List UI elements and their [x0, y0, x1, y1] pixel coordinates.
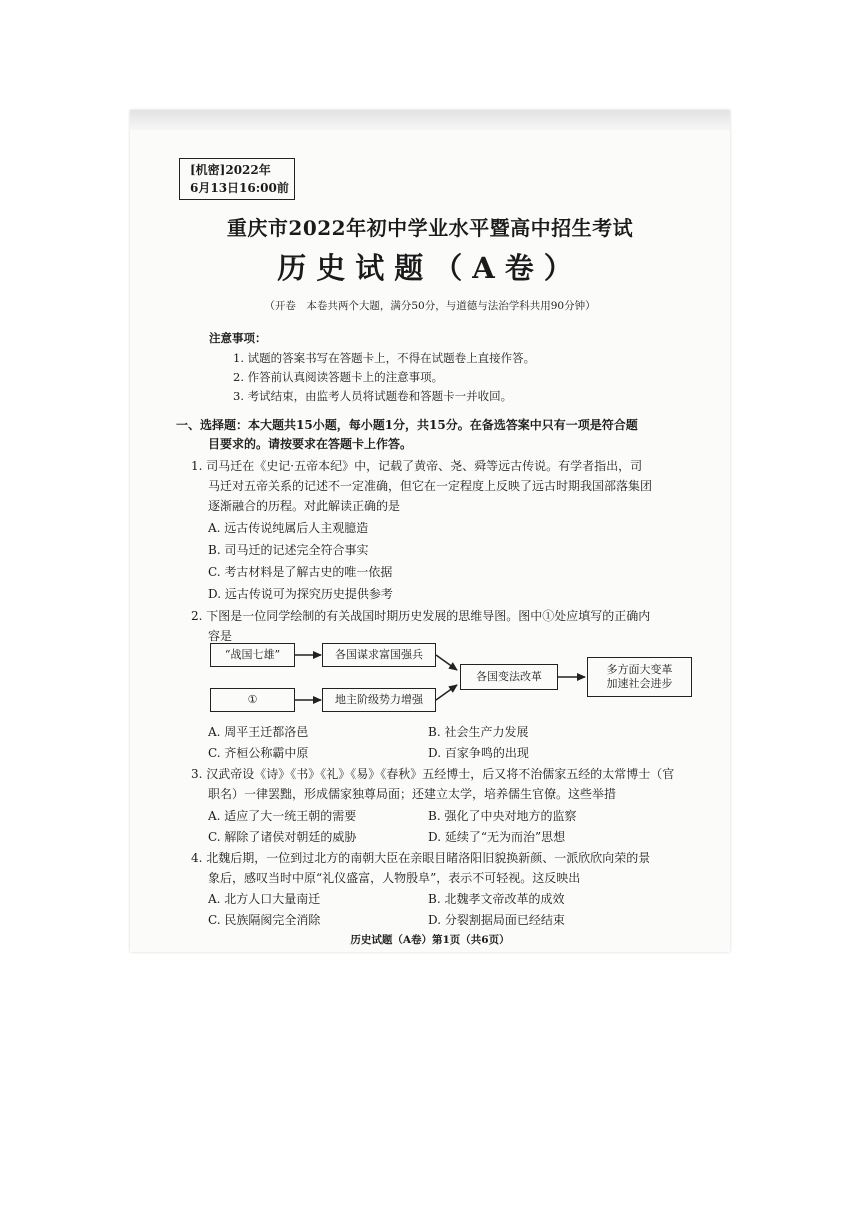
diagram-box-seek-prosperity: 各国谋求富国强兵 — [322, 643, 436, 667]
question-2-line: 2. 下图是一位同学绘制的有关战国时期历史发展的思维导图。图中①处应填写的正确内 — [191, 609, 651, 623]
confidential-line-2: 6月13日16:00前 — [190, 181, 289, 195]
question-1-option: C. 考古材料是了解古史的唯一依据 — [208, 565, 393, 579]
question-1-option: B. 司马迁的记述完全符合事实 — [208, 543, 369, 557]
notice-item: 3. 考试结束，由监考人员将试题卷和答题卡一并收回。 — [233, 389, 513, 403]
question-2-option: D. 百家争鸣的出现 — [428, 746, 529, 760]
notice-heading: 注意事项： — [209, 331, 267, 345]
question-1-option: A. 远古传说纯属后人主观臆造 — [208, 521, 369, 535]
arrow-2-to-5 — [436, 655, 457, 670]
question-2-line: 容是 — [208, 629, 233, 643]
question-3-option: D. 延续了“无为而治”思想 — [428, 830, 566, 844]
question-3-option: A. 适应了大一统王朝的需要 — [208, 809, 357, 823]
diagram-box-warring-states: “战国七雄” — [210, 643, 295, 667]
page-footer: 历史试题（A卷）第1页（共6页） — [350, 934, 510, 946]
question-1-option: D. 远古传说可为探究历史提供参考 — [208, 587, 393, 601]
confidential-line-1: [机密]2022年 — [190, 163, 271, 177]
question-4-option: B. 北魏孝文帝改革的成效 — [428, 892, 565, 906]
question-2-option: A. 周平王迁都洛邑 — [208, 725, 309, 739]
subject-title: 历史试题（A卷） — [277, 251, 583, 285]
diagram-box-line: 多方面大变革 — [606, 663, 673, 676]
question-3-option: B. 强化了中央对地方的监察 — [428, 809, 577, 823]
diagram-box-blank: ① — [210, 688, 295, 712]
exam-note: （开卷 本卷共两个大题，满分50分，与道德与法治学科共用90分钟） — [264, 300, 596, 312]
exam-page — [130, 110, 730, 952]
diagram-box-landlord-class: 地主阶级势力增强 — [322, 688, 436, 712]
question-4-option: C. 民族隔阂完全消除 — [208, 913, 321, 927]
diagram-box-line: 加速社会进步 — [606, 677, 673, 690]
diagram-box-social-progress — [587, 657, 692, 697]
question-3-line: 3. 汉武帝设《诗》《书》《礼》《易》《春秋》五经博士，后又将不治儒家五经的太常博士（官 — [191, 767, 675, 781]
question-4-line: 4. 北魏后期，一位到过北方的南朝大臣在亲眼目睹洛阳旧貌换新颜、一派欣欣向荣的景 — [191, 851, 651, 865]
notice-item: 1. 试题的答案书写在答题卡上，不得在试题卷上直接作答。 — [233, 351, 536, 365]
question-4-line: 象后，感叹当时中原“礼仪盛富，人物殷阜”，表示不可轻视。这反映出 — [208, 871, 581, 885]
question-4-option: D. 分裂割据局面已经结束 — [428, 913, 565, 927]
question-4-option: A. 北方人口大量南迁 — [208, 892, 321, 906]
question-3-line: 职名）一律罢黜，形成儒家独尊局面；还建立太学，培养儒生官僚。这些举措 — [208, 787, 617, 801]
question-1-line: 马迁对五帝关系的记述不一定准确，但它在一定程度上反映了远古时期我国部落集团 — [208, 479, 653, 493]
section-heading-line: 一、选择题：本大题共15小题，每小题1分，共15分。在备选答案中只有一项是符合题 — [176, 418, 638, 432]
question-1-line: 逐渐融合的历程。对此解读正确的是 — [208, 499, 401, 513]
exam-title: 重庆市2022年初中学业水平暨高中招生考试 — [226, 216, 634, 240]
mind-map-arrows — [130, 110, 730, 952]
question-2-option: C. 齐桓公称霸中原 — [208, 746, 309, 760]
diagram-box-reforms: 各国变法改革 — [460, 664, 558, 690]
question-1-line: 1. 司马迁在《史记·五帝本纪》中，记载了黄帝、尧、舜等远古传说。有学者指出，司 — [191, 459, 643, 473]
notice-item: 2. 作答前认真阅读答题卡上的注意事项。 — [233, 370, 444, 384]
arrow-4-to-5 — [436, 685, 457, 700]
section-heading-line: 目要求的。请按要求在答题卡上作答。 — [208, 437, 413, 451]
question-3-option: C. 解除了诸侯对朝廷的威胁 — [208, 830, 357, 844]
question-2-option: B. 社会生产力发展 — [428, 725, 529, 739]
